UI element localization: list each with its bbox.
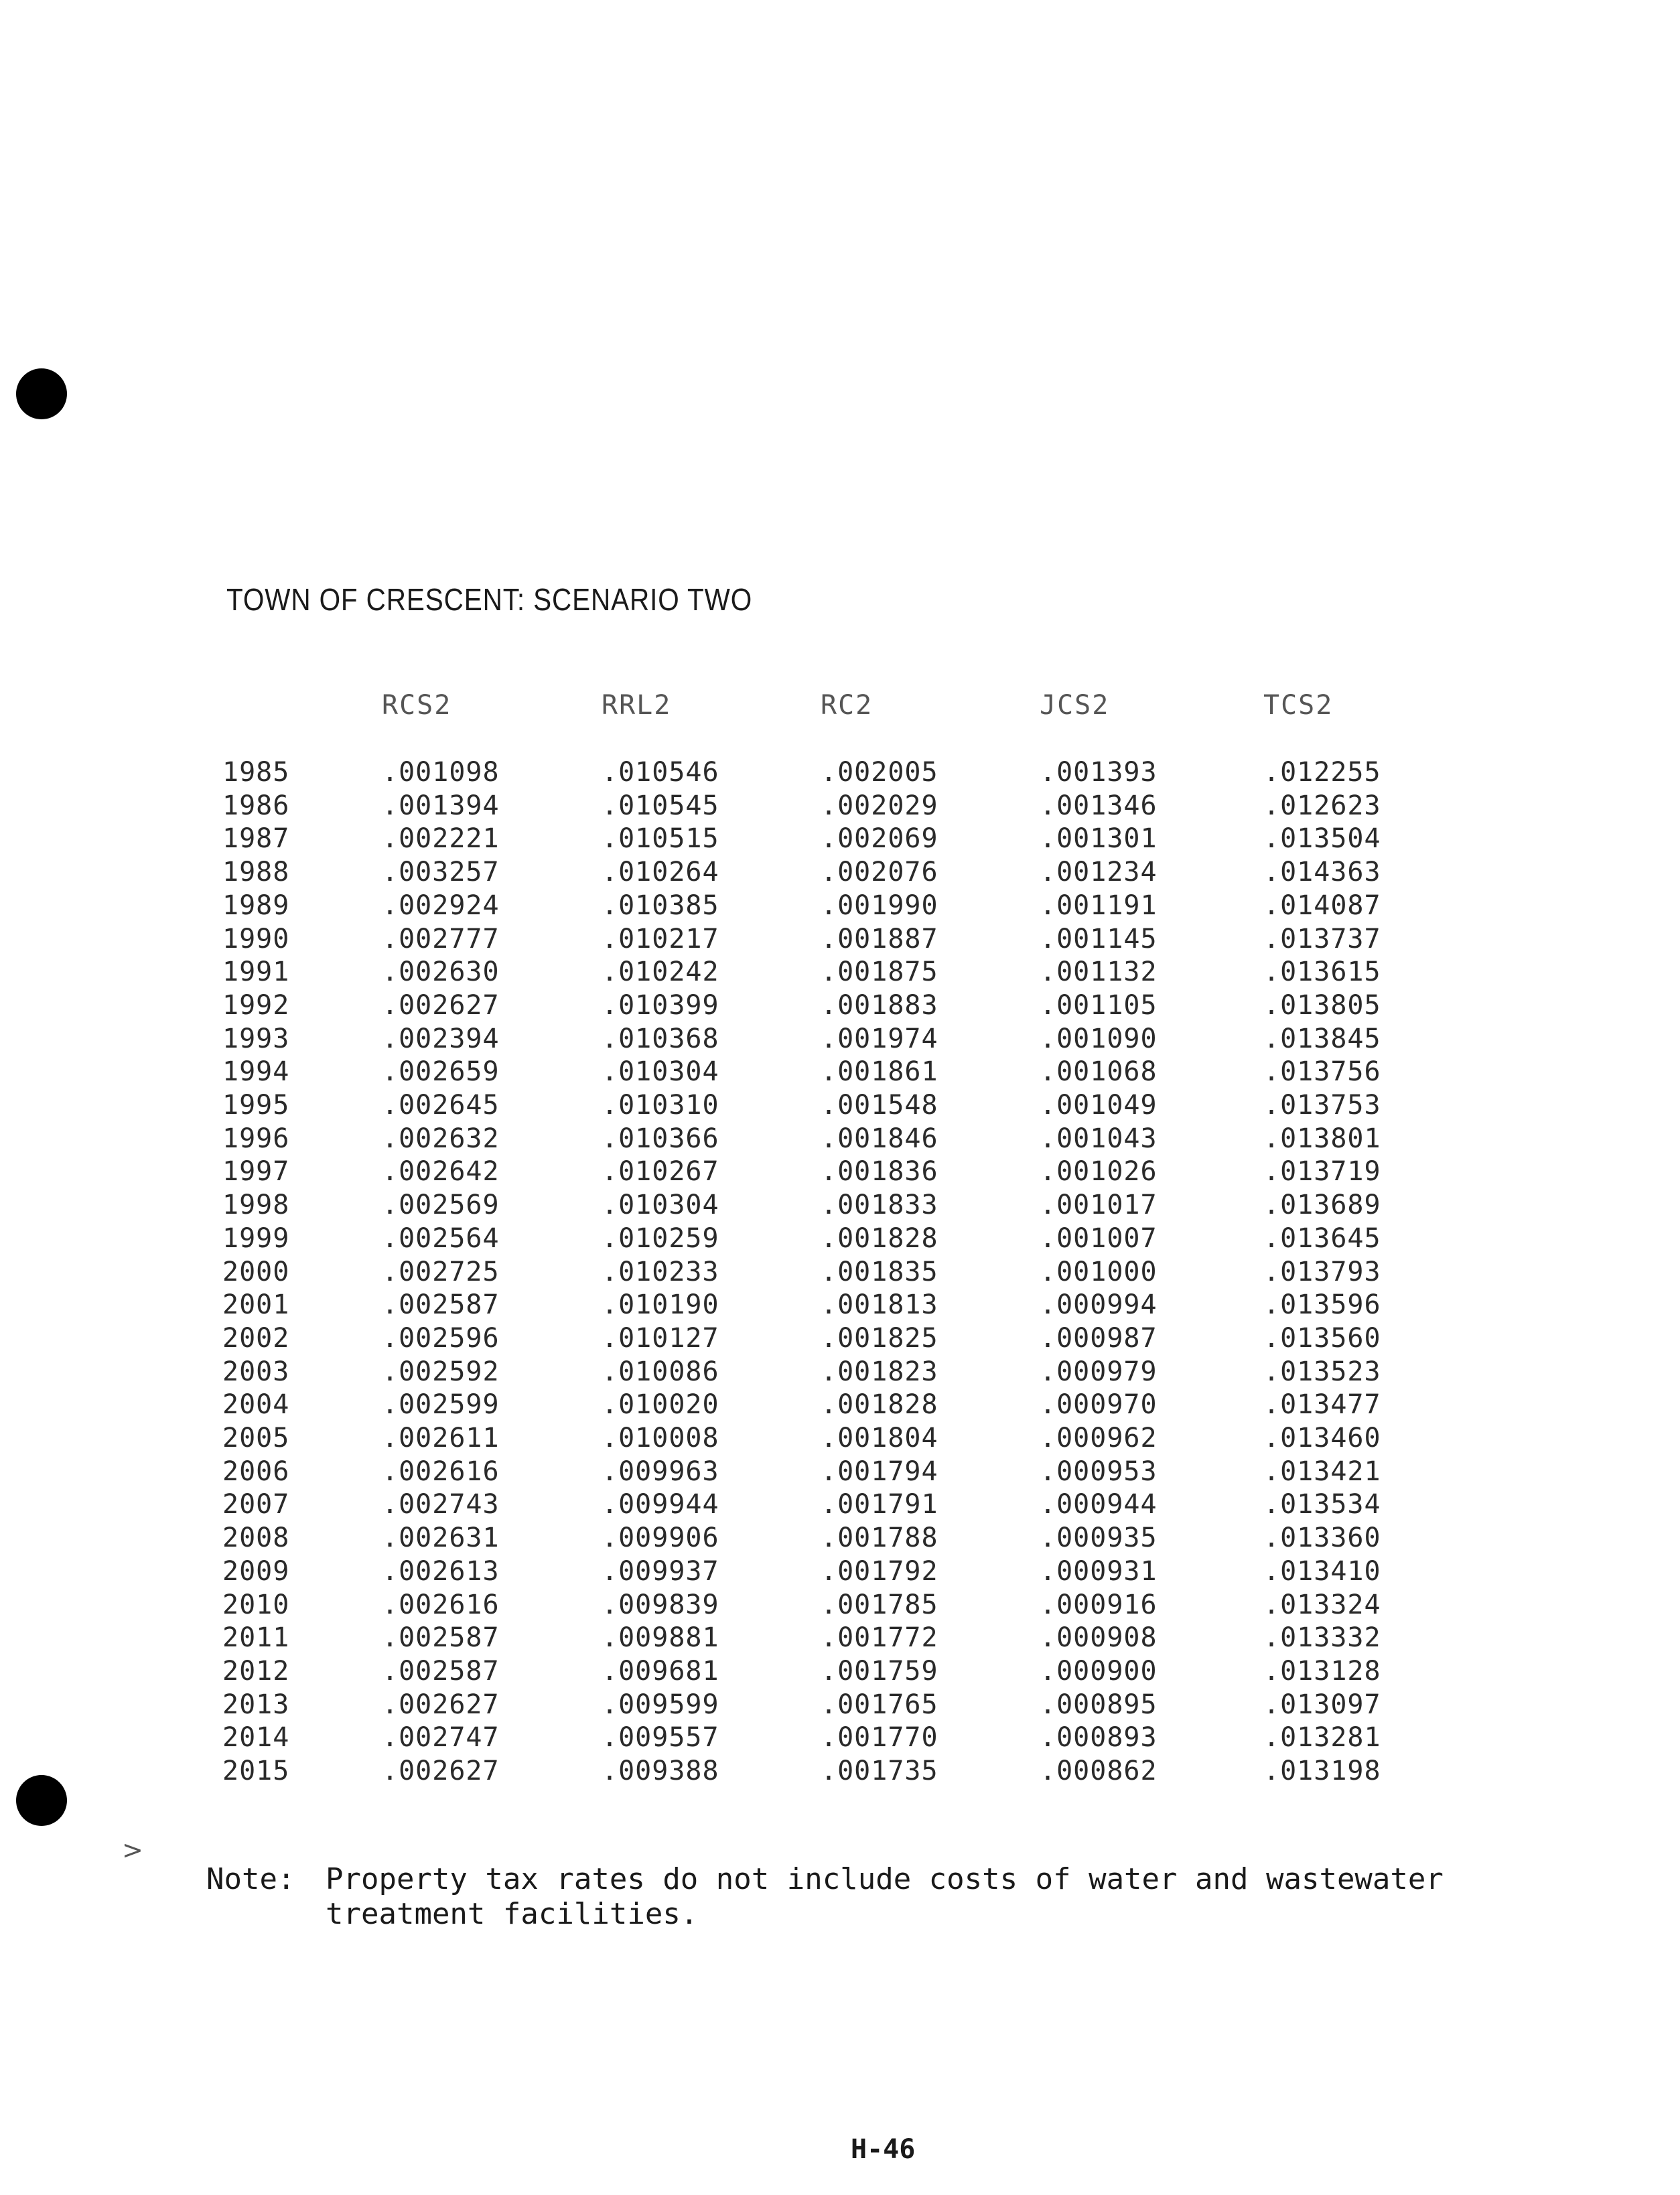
rate-cell: .009906	[602, 1523, 719, 1554]
year-cell: 2006	[222, 1456, 290, 1487]
rate-cell: .002613	[382, 1555, 500, 1587]
rate-cell: .001234	[1040, 857, 1158, 888]
year-cell: 2002	[222, 1322, 290, 1354]
year-cell: 2000	[222, 1256, 290, 1287]
rate-cell: .013737	[1263, 923, 1381, 954]
rate-cell: .001833	[821, 1190, 938, 1221]
column-header: JCS2	[1040, 690, 1110, 721]
rate-cell: .009944	[602, 1489, 719, 1520]
rate-cell: .002747	[382, 1722, 500, 1754]
column-header: RRL2	[602, 690, 672, 721]
year-cell: 1990	[222, 923, 290, 954]
rate-cell: .013097	[1263, 1689, 1381, 1720]
rate-cell: .010233	[602, 1256, 719, 1287]
year-cell: 2001	[222, 1289, 290, 1321]
rate-cell: .002611	[382, 1423, 500, 1454]
rate-cell: .000979	[1040, 1356, 1158, 1387]
rate-cell: .001804	[821, 1423, 938, 1454]
rate-cell: .013801	[1263, 1123, 1381, 1154]
rate-cell: .001785	[821, 1589, 938, 1620]
rate-cell: .010399	[602, 989, 719, 1021]
year-cell: 1989	[222, 890, 290, 921]
rate-cell: .010366	[602, 1123, 719, 1154]
rate-cell: .009963	[602, 1456, 719, 1487]
rate-cell: .001788	[821, 1523, 938, 1554]
year-cell: 1994	[222, 1056, 290, 1088]
punch-hole	[16, 368, 67, 419]
rate-cell: .001875	[821, 957, 938, 988]
rate-cell: .001974	[821, 1023, 938, 1054]
rate-cell: .009839	[602, 1589, 719, 1620]
rate-cell: .001026	[1040, 1156, 1158, 1188]
rate-cell: .010264	[602, 857, 719, 888]
rate-cell: .002616	[382, 1456, 500, 1487]
year-cell: 2004	[222, 1389, 290, 1421]
rate-cell: .001098	[382, 757, 500, 788]
rate-cell: .000916	[1040, 1589, 1158, 1620]
rate-cell: .013719	[1263, 1156, 1381, 1188]
rate-cell: .012255	[1263, 757, 1381, 788]
year-cell: 1997	[222, 1156, 290, 1188]
rate-cell: .010546	[602, 757, 719, 788]
rate-cell: .001346	[1040, 790, 1158, 821]
rate-cell: .010127	[602, 1322, 719, 1354]
rate-cell: .001887	[821, 923, 938, 954]
column-header: RC2	[821, 690, 873, 721]
rate-cell: .000862	[1040, 1756, 1158, 1786]
year-cell: 2003	[222, 1356, 290, 1387]
rate-cell: .001105	[1040, 989, 1158, 1021]
rate-cell: .014363	[1263, 857, 1381, 888]
year-cell: 2013	[222, 1689, 290, 1720]
rate-cell: .002587	[382, 1622, 500, 1654]
rate-cell: .001301	[1040, 823, 1158, 855]
rate-cell: .002076	[821, 857, 938, 888]
rate-cell: .001836	[821, 1156, 938, 1188]
rate-cell: .013504	[1263, 823, 1381, 855]
rate-cell: .013793	[1263, 1256, 1381, 1287]
year-cell: 2007	[222, 1489, 290, 1520]
rate-cell: .013645	[1263, 1222, 1381, 1254]
column-header: TCS2	[1263, 690, 1334, 721]
rate-cell: .002596	[382, 1322, 500, 1354]
rate-cell: .002924	[382, 890, 500, 921]
year-cell: 1992	[222, 989, 290, 1021]
rate-cell: .000987	[1040, 1322, 1158, 1354]
column-header: RCS2	[382, 690, 452, 721]
rate-cell: .002587	[382, 1655, 500, 1687]
rate-cell: .002659	[382, 1056, 500, 1088]
rate-cell: .013534	[1263, 1489, 1381, 1520]
year-cell: 2008	[222, 1523, 290, 1554]
rate-cell: .010515	[602, 823, 719, 855]
rate-cell: .000953	[1040, 1456, 1158, 1487]
rate-cell: .001770	[821, 1722, 938, 1754]
rate-cell: .001828	[821, 1222, 938, 1254]
rate-cell: .001735	[821, 1756, 938, 1786]
rate-cell: .001846	[821, 1123, 938, 1154]
rate-cell: .013332	[1263, 1622, 1381, 1654]
rate-cell: .009599	[602, 1689, 719, 1720]
rate-cell: .013198	[1263, 1756, 1381, 1786]
rate-cell: .010385	[602, 890, 719, 921]
rate-cell: .001765	[821, 1689, 938, 1720]
rate-cell: .013324	[1263, 1589, 1381, 1620]
year-cell: 1991	[222, 957, 290, 988]
rate-cell: .001759	[821, 1655, 938, 1687]
rate-cell: .002645	[382, 1090, 500, 1121]
rate-cell: .001828	[821, 1389, 938, 1421]
rate-cell: .013477	[1263, 1389, 1381, 1421]
rate-cell: .003257	[382, 857, 500, 888]
rate-cell: .001049	[1040, 1090, 1158, 1121]
rate-cell: .001393	[1040, 757, 1158, 788]
rate-cell: .014087	[1263, 890, 1381, 921]
rate-cell: .013421	[1263, 1456, 1381, 1487]
rate-cell: .010259	[602, 1222, 719, 1254]
rate-cell: .002564	[382, 1222, 500, 1254]
rate-cell: .001791	[821, 1489, 938, 1520]
page-number: H-46	[851, 2134, 916, 2165]
rate-cell: .013281	[1263, 1722, 1381, 1754]
note-text: Property tax rates do not include costs of water and wastewater treatment facilities.	[326, 1862, 1444, 1931]
year-cell: 2005	[222, 1423, 290, 1454]
rate-cell: .013805	[1263, 989, 1381, 1021]
rate-cell: .010267	[602, 1156, 719, 1188]
rate-cell: .001068	[1040, 1056, 1158, 1088]
rate-cell: .001145	[1040, 923, 1158, 954]
rate-cell: .013460	[1263, 1423, 1381, 1454]
rate-cell: .001792	[821, 1555, 938, 1587]
rate-cell: .002630	[382, 957, 500, 988]
rate-cell: .000944	[1040, 1489, 1158, 1520]
year-cell: 1998	[222, 1190, 290, 1221]
rate-cell: .002616	[382, 1589, 500, 1620]
rate-cell: .001394	[382, 790, 500, 821]
rate-cell: .001825	[821, 1322, 938, 1354]
rate-cell: .002592	[382, 1356, 500, 1387]
rate-cell: .013615	[1263, 957, 1381, 988]
rate-cell: .001191	[1040, 890, 1158, 921]
rate-cell: .010008	[602, 1423, 719, 1454]
year-cell: 1986	[222, 790, 290, 821]
rate-cell: .001794	[821, 1456, 938, 1487]
rate-cell: .010304	[602, 1190, 719, 1221]
margin-mark: >	[122, 1835, 143, 1865]
rate-cell: .000900	[1040, 1655, 1158, 1687]
rate-cell: .010020	[602, 1389, 719, 1421]
rate-cell: .001823	[821, 1356, 938, 1387]
rate-cell: .010304	[602, 1056, 719, 1088]
punch-hole	[16, 1775, 67, 1826]
year-cell: 2015	[222, 1756, 290, 1786]
rate-cell: .002627	[382, 1756, 500, 1786]
rate-cell: .013360	[1263, 1523, 1381, 1554]
rate-cell: .010545	[602, 790, 719, 821]
rate-cell: .013410	[1263, 1555, 1381, 1587]
year-cell: 1987	[222, 823, 290, 855]
rate-cell: .010086	[602, 1356, 719, 1387]
rate-cell: .001132	[1040, 957, 1158, 988]
rate-cell: .013753	[1263, 1090, 1381, 1121]
rate-cell: .001772	[821, 1622, 938, 1654]
rate-cell: .009937	[602, 1555, 719, 1587]
rate-cell: .001861	[821, 1056, 938, 1088]
rate-cell: .000893	[1040, 1722, 1158, 1754]
rate-cell: .000962	[1040, 1423, 1158, 1454]
year-cell: 2011	[222, 1622, 290, 1654]
rate-cell: .000970	[1040, 1389, 1158, 1421]
year-cell: 1996	[222, 1123, 290, 1154]
rate-cell: .013560	[1263, 1322, 1381, 1354]
rate-cell: .002627	[382, 1689, 500, 1720]
year-cell: 2012	[222, 1655, 290, 1687]
rate-cell: .013756	[1263, 1056, 1381, 1088]
year-cell: 1995	[222, 1090, 290, 1121]
rate-cell: .002394	[382, 1023, 500, 1054]
rate-cell: .001017	[1040, 1190, 1158, 1221]
rate-cell: .002777	[382, 923, 500, 954]
rate-cell: .001813	[821, 1289, 938, 1321]
rate-cell: .010242	[602, 957, 719, 988]
rate-cell: .000895	[1040, 1689, 1158, 1720]
rate-cell: .002587	[382, 1289, 500, 1321]
rate-cell: .002005	[821, 757, 938, 788]
note-label: Note:	[206, 1862, 295, 1896]
rate-cell: .002725	[382, 1256, 500, 1287]
year-cell: 1985	[222, 757, 290, 788]
rate-cell: .013523	[1263, 1356, 1381, 1387]
rate-cell: .009388	[602, 1756, 719, 1786]
rate-cell: .002632	[382, 1123, 500, 1154]
rate-cell: .002029	[821, 790, 938, 821]
rate-cell: .013128	[1263, 1655, 1381, 1687]
rate-cell: .000931	[1040, 1555, 1158, 1587]
rate-cell: .000908	[1040, 1622, 1158, 1654]
rate-cell: .013596	[1263, 1289, 1381, 1321]
year-cell: 2014	[222, 1722, 290, 1754]
rate-cell: .002627	[382, 989, 500, 1021]
rate-cell: .002599	[382, 1389, 500, 1421]
rate-cell: .010310	[602, 1090, 719, 1121]
year-cell: 1993	[222, 1023, 290, 1054]
rate-cell: .001883	[821, 989, 938, 1021]
rate-cell: .002221	[382, 823, 500, 855]
year-cell: 2009	[222, 1555, 290, 1587]
rate-cell: .012623	[1263, 790, 1381, 821]
rate-cell: .002743	[382, 1489, 500, 1520]
rate-cell: .002642	[382, 1156, 500, 1188]
rate-cell: .009681	[602, 1655, 719, 1687]
rate-cell: .002631	[382, 1523, 500, 1554]
rate-cell: .000994	[1040, 1289, 1158, 1321]
page-title: TOWN OF CRESCENT: SCENARIO TWO	[226, 582, 753, 617]
rate-cell: .010368	[602, 1023, 719, 1054]
rate-cell: .001007	[1040, 1222, 1158, 1254]
rate-cell: .010190	[602, 1289, 719, 1321]
rate-cell: .001548	[821, 1090, 938, 1121]
rate-cell: .001043	[1040, 1123, 1158, 1154]
rate-cell: .000935	[1040, 1523, 1158, 1554]
rate-cell: .001835	[821, 1256, 938, 1287]
rate-cell: .001990	[821, 890, 938, 921]
rate-cell: .001090	[1040, 1023, 1158, 1054]
rate-cell: .010217	[602, 923, 719, 954]
rate-cell: .002069	[821, 823, 938, 855]
rate-cell: .002569	[382, 1190, 500, 1221]
rate-cell: .009881	[602, 1622, 719, 1654]
year-cell: 2010	[222, 1589, 290, 1620]
rate-cell: .001000	[1040, 1256, 1158, 1287]
rate-cell: .009557	[602, 1722, 719, 1754]
year-cell: 1999	[222, 1222, 290, 1254]
rate-cell: .013689	[1263, 1190, 1381, 1221]
year-cell: 1988	[222, 857, 290, 888]
rate-cell: .013845	[1263, 1023, 1381, 1054]
